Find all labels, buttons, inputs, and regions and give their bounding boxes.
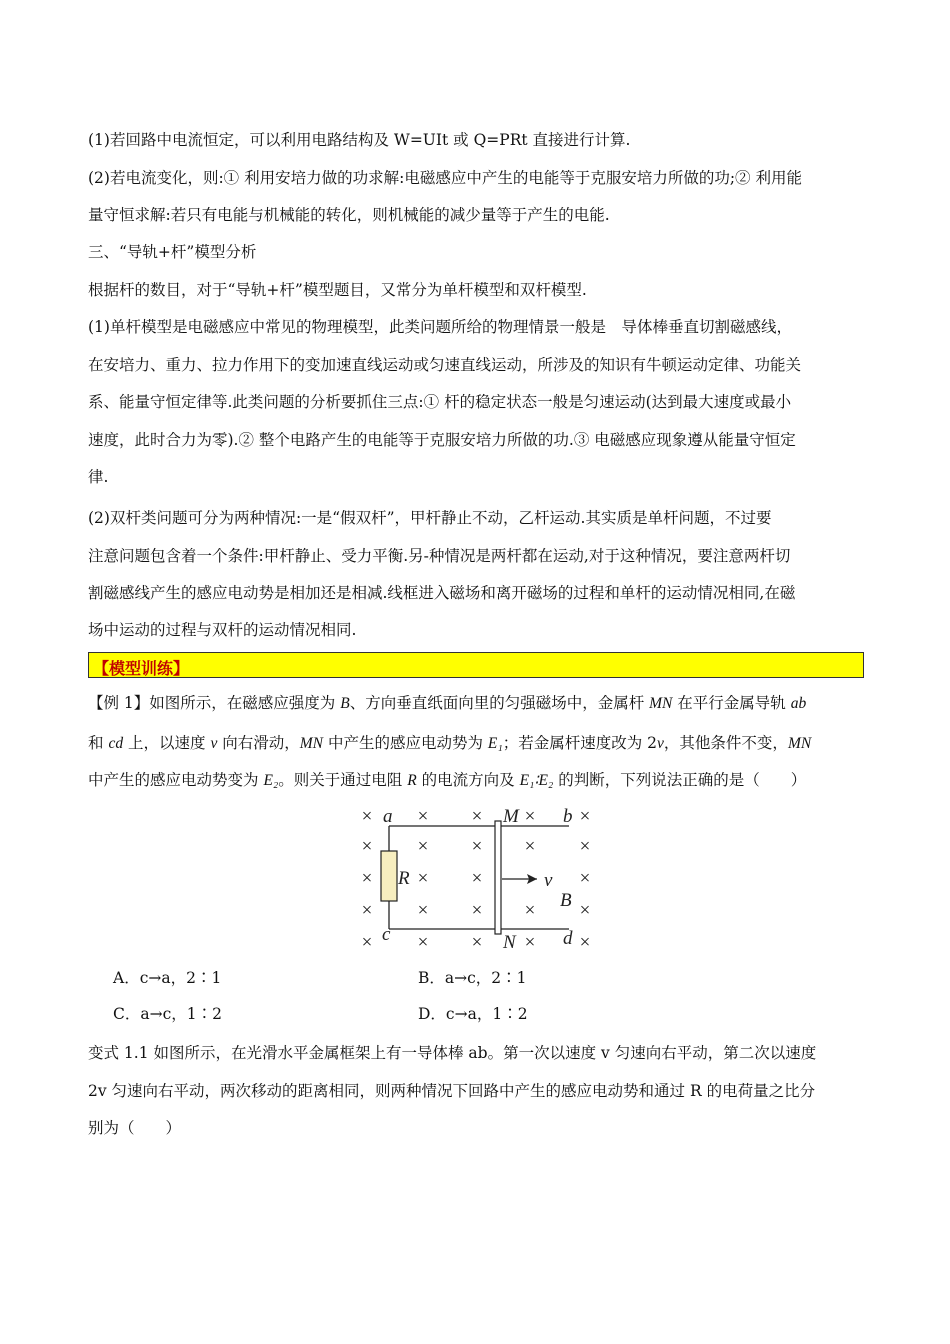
example-line-2: 和 cd 上，以速度 v 向右滑动，MN 中产生的感应电动势为 E₁；若金属杆速度改为 2v，其他条件不变，MN [88,734,812,752]
label-N: N [503,932,516,953]
label-B: B [560,890,572,911]
cross-mark: × [524,900,536,921]
cross-mark: × [471,836,483,857]
text-line: (2)双杆类问题可分为两种情况:一是“假双杆”，甲杆静止不动，乙杆运动.其实质是单杆问题，不过要 [88,509,772,527]
label-a: a [383,806,393,827]
cross-mark: × [361,900,373,921]
text-line: 量守恒求解:若只有电能与机械能的转化，则机械能的减少量等于产生的电能. [88,206,610,224]
cross-mark: × [579,836,591,857]
text-line: 根据杆的数目，对于“导轨+杆”模型题目，又常分为单杆模型和双杆模型. [88,281,587,299]
cross-mark: × [471,868,483,889]
cross-mark: × [417,806,429,827]
text-line: 在安培力、重力、拉力作用下的变加速直线运动或匀速直线运动，所涉及的知识有牛顿运动定律、功能关 [88,356,802,374]
label-c: c [382,924,391,945]
cross-mark: × [579,868,591,889]
cross-mark: × [417,868,429,889]
cross-mark: × [471,806,483,827]
text-line: 速度，此时合力为零).② 整个电路产生的电能等于克服安培力所做的功.③ 电磁感应现象遵从能量守恒定 [88,431,796,449]
cross-mark: × [579,806,591,827]
cross-mark: × [361,806,373,827]
cross-mark: × [524,806,536,827]
option-a[interactable]: A．c→a，2∶1 [113,969,222,987]
cross-mark: × [471,932,483,953]
example-line-3: 中产生的感应电动势变为 E₂。则关于通过电阻 R 的电流方向及 E₁∶E₂ 的判断，下列说法正确的是（ ） [88,771,807,789]
text-line: (1)单杆模型是电磁感应中常见的物理模型，此类问题所给的物理情景一般是 导体棒垂直切割磁感线， [88,318,792,336]
cross-mark: × [361,836,373,857]
label-R: R [398,868,410,889]
label-v: v [544,870,553,891]
label-M: M [503,806,519,827]
text-line: 律. [88,468,109,486]
text-line: (1)若回路中电流恒定，可以利用电路结构及 W=UIt 或 Q=PRt 直接进行计算. [88,131,631,149]
cross-mark: × [524,836,536,857]
cross-mark: × [417,932,429,953]
variant-line-2: 2v 匀速向右平动，两次移动的距离相同，则两种情况下回路中产生的感应电动势和通过 R 的电荷量之比分 [88,1082,816,1100]
option-c[interactable]: C．a→c，1∶2 [113,1005,222,1023]
example-line-1: 【例 1】如图所示，在磁感应强度为 B、方向垂直纸面向里的匀强磁场中，金属杆 MN 在平行金属导轨 ab [88,694,807,712]
section-heading: 三、“导轨+杆”模型分析 [88,243,257,261]
cross-mark: × [579,932,591,953]
banner-title: 【模型训练】 [93,659,190,678]
cross-mark: × [361,932,373,953]
cross-mark: × [524,932,536,953]
cross-mark: × [579,900,591,921]
circuit-figure [345,800,605,960]
text-line: 场中运动的过程与双杆的运动情况相同. [88,621,357,639]
text-line: 割磁感线产生的感应电动势是相加还是相减.线框进入磁场和离开磁场的过程和单杆的运动情况相同,在磁 [88,584,796,602]
cross-mark: × [417,836,429,857]
cross-mark: × [471,900,483,921]
option-b[interactable]: B．a→c，2∶1 [418,969,527,987]
text-line: 注意问题包含着一个条件:甲杆静止、受力平衡.另-种情况是两杆都在运动,对于这种情况，要注意两杆切 [88,547,791,565]
variant-line-3: 别为（ ） [88,1119,182,1137]
option-d[interactable]: D．c→a，1∶2 [418,1005,528,1023]
text-line: (2)若电流变化，则:① 利用安培力做的功求解:电磁感应中产生的电能等于克服安培力所做的功;② 利用能 [88,169,802,187]
section-banner [88,652,864,678]
cross-mark: × [361,868,373,889]
metal-rod [495,821,501,934]
resistor [381,851,397,901]
variant-line-1: 变式 1.1 如图所示，在光滑水平金属框架上有一导体棒 ab。第一次以速度 v 匀速向右平动，第二次以速度 [88,1044,817,1062]
text-line: 系、能量守恒定律等.此类问题的分析要抓住三点:① 杆的稳定状态一般是匀速运动(达到最大速度或最小 [88,393,792,411]
label-b: b [563,806,573,827]
cross-mark: × [417,900,429,921]
label-d: d [563,928,573,949]
